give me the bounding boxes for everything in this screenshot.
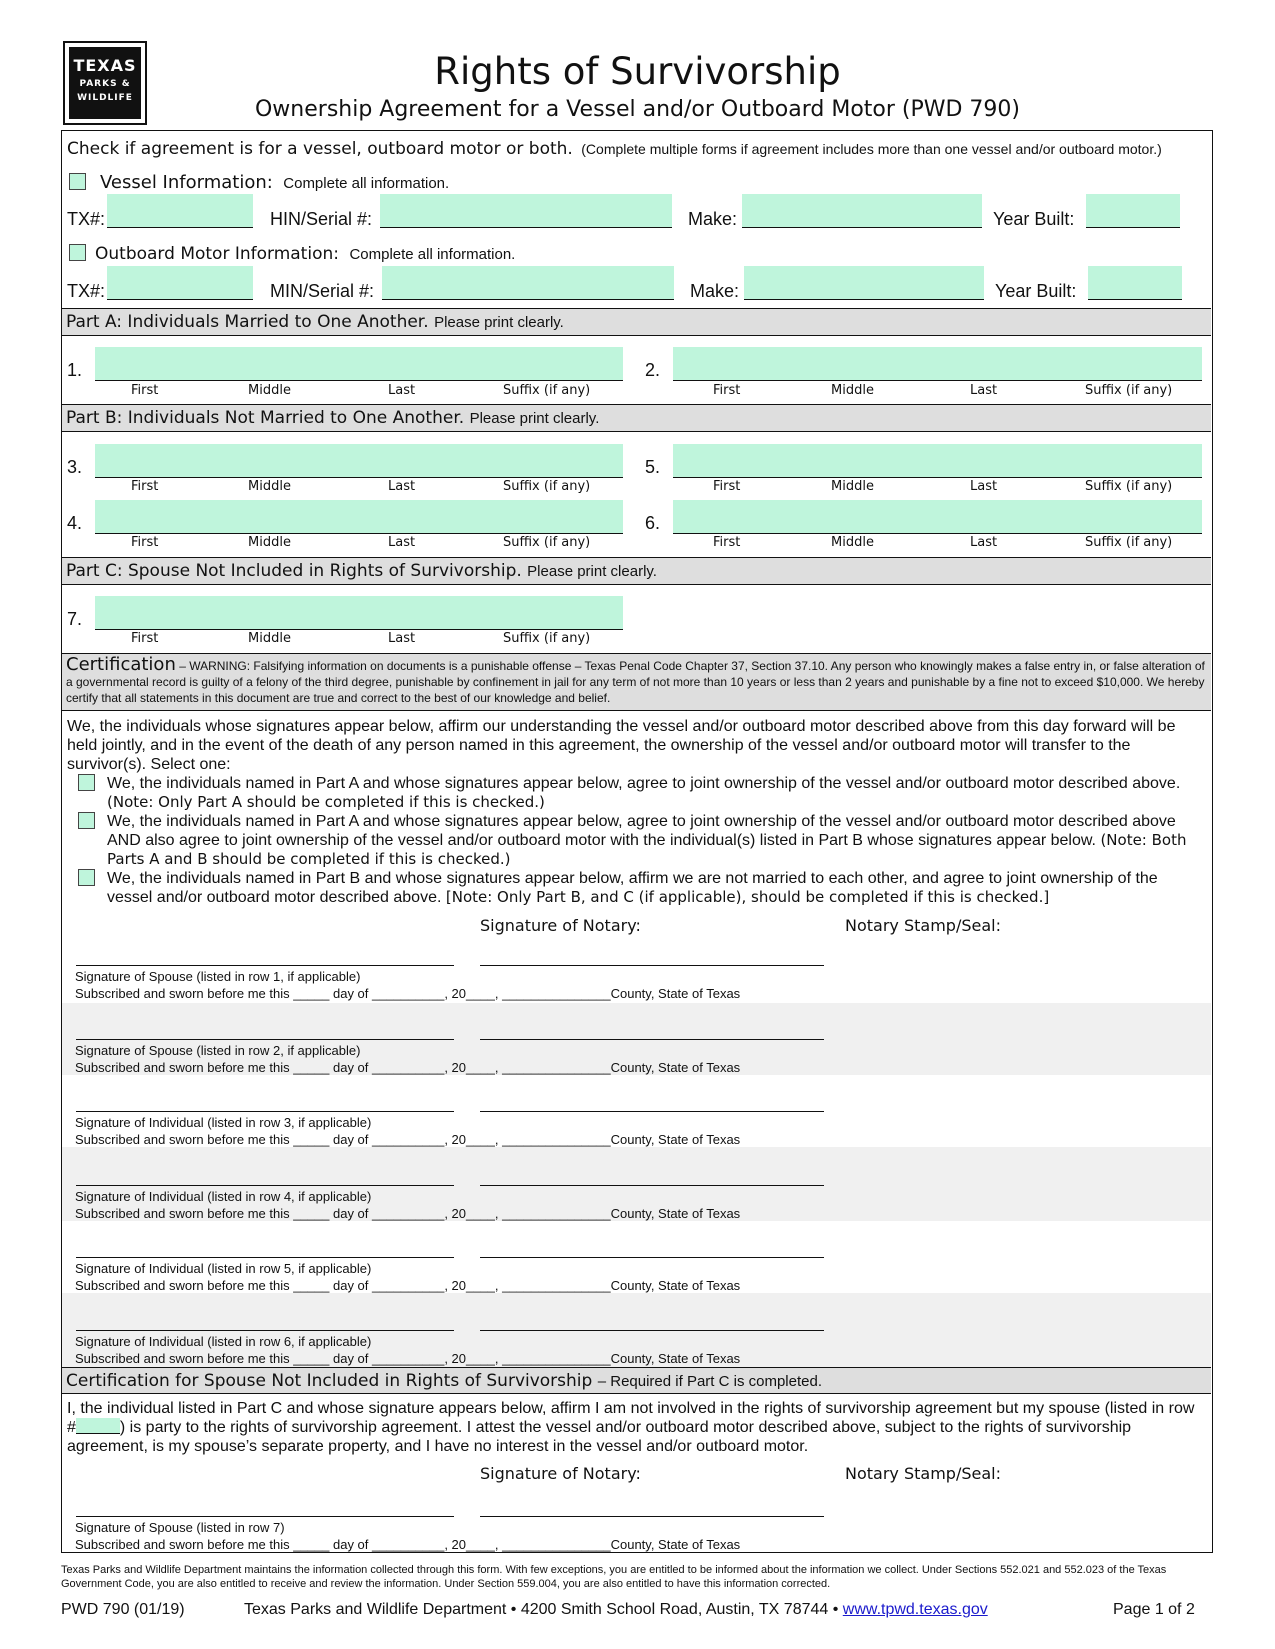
signature-row-6 (62, 1293, 1211, 1367)
row-4-middle-label: Middle (248, 535, 291, 550)
form-subtitle: Ownership Agreement for a Vessel and/or Outboard Motor (PWD 790) (254, 97, 1021, 122)
vessel-info-heading (100, 172, 449, 193)
row-number-field[interactable] (76, 1418, 120, 1434)
department-address-text: Texas Parks and Wildlife Department • 4200 Smith School Road, Austin, TX 78744 • (244, 1601, 839, 1618)
option-3-text: We, the individuals named in Part B and whose signatures appear below, affirm we are not married to each other, and agree to joint ownership of the vessel and/or outboard motor described above. (107, 870, 1158, 906)
check-intro (67, 139, 1162, 159)
spouse-2-signature-line[interactable] (76, 1039, 454, 1040)
part-c-band (62, 557, 1211, 585)
spouse-certification-text (67, 1399, 1207, 1456)
spouse-1-signature-label: Signature of Spouse (listed in row 1, if applicable) (75, 969, 361, 984)
option-1-checkbox[interactable] (78, 774, 95, 791)
spouse-certification-heading (66, 1371, 822, 1391)
row-7-name-field[interactable] (95, 596, 623, 630)
vessel-year-field[interactable] (1086, 194, 1180, 228)
notary-stamp-label: Notary Stamp/Seal: (845, 916, 1001, 935)
notary-5-signature-line[interactable] (480, 1257, 824, 1258)
part-a-heading (66, 312, 564, 332)
vessel-serial-label: HIN/Serial #: (270, 209, 373, 229)
signature-row-2 (62, 1003, 1211, 1075)
row-3-name-field[interactable] (95, 444, 623, 478)
row-1-name-field[interactable] (95, 347, 623, 381)
row-7-suffix-label: Suffix (if any) (503, 631, 591, 646)
part-a-title: Part A: Individuals Married to One Another. (66, 312, 429, 332)
signature-row-1 (62, 935, 1211, 1003)
row-5-middle-label: Middle (831, 479, 874, 494)
row-2-name-field[interactable] (673, 347, 1202, 381)
option-1-text: We, the individuals named in Part A and whose signatures appear below, agree to joint ownership of the vessel and/or outboard motor described above. (107, 775, 1181, 792)
option-2 (107, 812, 1207, 869)
vessel-year-label: Year Built: (993, 209, 1075, 229)
option-3 (107, 869, 1207, 907)
certification-title: Certification (66, 654, 176, 675)
certification-band (62, 653, 1211, 711)
motor-info-title: Outboard Motor Information: (95, 244, 339, 264)
spouse-1-signature-line[interactable] (76, 965, 454, 966)
signature-row-4 (62, 1147, 1211, 1221)
spouse-signature-of-notary-label: Signature of Notary: (480, 1464, 641, 1483)
notary-4-signature-line[interactable] (480, 1185, 824, 1186)
option-2-text: We, the individuals named in Part A and whose signatures appear below, agree to joint ownership of the vessel and/or outboard motor described above AND also agree to joint ownership of the vessel and/or outboard motor with the individual(s) listed in Part B whose signatures appear below. (107, 813, 1176, 849)
option-1-note: (Note: Only Part A should be completed if this is checked.) (107, 793, 545, 811)
certification-warning: – WARNING: Falsifying information on documents is a punishable offense – Texas Penal Code Chapter 37, Section 37.10. Any person who knowingly makes a false entry in, or false alteration of a governmental record is guilty of a felony of the third degree, punishable by confinement in jail for any term of not more than 10 years or less than 2 years and punishable by a fine not to exceed $10,000. We hereby certify that all statements in this document are true and correct to the best of our knowledge and belief. (66, 659, 1205, 705)
vessel-tx-field[interactable] (107, 194, 253, 228)
signature-of-notary-label: Signature of Notary: (480, 916, 641, 935)
motor-serial-label: MIN/Serial #: (270, 281, 375, 301)
row-1-first-label: First (131, 383, 159, 398)
row-2-middle-label: Middle (831, 383, 874, 398)
motor-year-label: Year Built: (995, 281, 1077, 301)
notary-7-signature-line[interactable] (480, 1516, 824, 1517)
row-3-middle-label: Middle (248, 479, 291, 494)
row-7-middle-label: Middle (248, 631, 291, 646)
row-4-number: 4. (67, 513, 83, 533)
row-1-middle-label: Middle (248, 383, 291, 398)
logo-line-3: WILDLIFE (77, 93, 133, 103)
row-7-last-label: Last (388, 631, 416, 646)
logo-line-1: TEXAS (73, 56, 137, 75)
part-b-note: Please print clearly. (469, 410, 600, 427)
department-address (244, 1601, 988, 1619)
row-6-last-label: Last (970, 535, 998, 550)
individual-4-signature-label: Signature of Individual (listed in row 4, if applicable) (75, 1189, 372, 1204)
row-4-name-field[interactable] (95, 500, 623, 534)
sworn-line-6: Subscribed and sworn before me this _____ day of __________, 20____, _______________County, State of Texas (75, 1351, 741, 1366)
sworn-line-3: Subscribed and sworn before me this _____ day of __________, 20____, _______________County, State of Texas (75, 1132, 741, 1147)
part-a-band (62, 308, 1211, 336)
row-3-last-label: Last (388, 479, 416, 494)
row-5-number: 5. (645, 457, 661, 477)
sworn-line-4: Subscribed and sworn before me this _____ day of __________, 20____, _______________County, State of Texas (75, 1206, 741, 1221)
vessel-serial-field[interactable] (380, 194, 672, 228)
motor-info-heading (95, 244, 515, 264)
spouse-certification-note: – Required if Part C is completed. (597, 1373, 823, 1390)
sworn-line-2: Subscribed and sworn before me this _____ day of __________, 20____, _______________County, State of Texas (75, 1060, 741, 1075)
spouse-7-signature-line[interactable] (76, 1516, 454, 1517)
row-6-name-field[interactable] (673, 500, 1202, 534)
option-1 (107, 774, 1207, 812)
vessel-checkbox[interactable] (69, 173, 86, 190)
row-6-number: 6. (645, 513, 661, 533)
notary-1-signature-line[interactable] (480, 965, 824, 966)
form-title: Rights of Survivorship (434, 50, 841, 93)
website-link[interactable]: www.tpwd.texas.gov (842, 1601, 988, 1618)
check-intro-note: (Complete multiple forms if agreement includes more than one vessel and/or outboard motor.) (581, 141, 1162, 157)
row-5-name-field[interactable] (673, 444, 1202, 478)
row-2-number: 2. (645, 360, 661, 380)
sworn-line-5: Subscribed and sworn before me this _____ day of __________, 20____, _______________County, State of Texas (75, 1278, 741, 1293)
motor-tx-field[interactable] (107, 266, 253, 300)
motor-info-note: Complete all information. (349, 246, 516, 263)
option-2-checkbox[interactable] (78, 812, 95, 829)
vessel-info-title: Vessel Information: (100, 172, 273, 193)
sworn-line-1: Subscribed and sworn before me this _____ day of __________, 20____, _______________County, State of Texas (75, 986, 741, 1001)
motor-year-field[interactable] (1088, 266, 1182, 300)
individual-6-signature-label: Signature of Individual (listed in row 6, if applicable) (75, 1334, 372, 1349)
option-3-note: [Note: Only Part B, and C (if applicable), should be completed if this is checked.] (445, 888, 1050, 906)
part-b-band (62, 404, 1211, 432)
notary-3-signature-line[interactable] (480, 1111, 824, 1112)
row-3-number: 3. (67, 457, 83, 477)
row-2-last-label: Last (970, 383, 998, 398)
signature-row-3 (62, 1075, 1211, 1147)
spouse-certification-text-b: ) is party to the rights of survivorship agreement. I attest the vessel and/or outboard motor described above, subject to the rights of survivorship agreement, is my spouse’s separate property, and I have no interest in the vessel and/or outboard motor. (67, 1419, 1132, 1455)
certification-warning-block (66, 654, 1205, 706)
row-1-suffix-label: Suffix (if any) (503, 383, 591, 398)
vessel-make-field[interactable] (742, 194, 982, 228)
notary-2-signature-line[interactable] (480, 1039, 824, 1040)
row-1-last-label: Last (388, 383, 416, 398)
spouse-7-signature-label: Signature of Spouse (listed in row 7) (75, 1520, 285, 1535)
row-6-suffix-label: Suffix (if any) (1085, 535, 1173, 550)
part-c-note: Please print clearly. (527, 563, 657, 580)
check-intro-text: Check if agreement is for a vessel, outboard motor or both. (67, 139, 573, 159)
form-id: PWD 790 (01/19) (61, 1601, 185, 1618)
vessel-make-label: Make: (688, 209, 738, 229)
individual-3-signature-line[interactable] (76, 1111, 454, 1112)
spouse-certification-text-a: I, the individual listed in Part C and whose signature appears below, affirm I am not involved in the rights of survivorship agreement but my spouse (listed in row # (67, 1400, 1195, 1436)
notary-6-signature-line[interactable] (480, 1330, 824, 1331)
row-2-suffix-label: Suffix (if any) (1085, 383, 1173, 398)
signature-row-5 (62, 1221, 1211, 1293)
row-6-middle-label: Middle (831, 535, 874, 550)
row-4-suffix-label: Suffix (if any) (503, 535, 591, 550)
motor-make-field[interactable] (744, 266, 984, 300)
individual-3-signature-label: Signature of Individual (listed in row 3, if applicable) (75, 1115, 372, 1130)
row-4-first-label: First (131, 535, 159, 550)
row-5-first-label: First (713, 479, 741, 494)
row-6-first-label: First (713, 535, 741, 550)
motor-checkbox[interactable] (69, 244, 86, 261)
row-3-suffix-label: Suffix (if any) (503, 479, 591, 494)
part-b-title: Part B: Individuals Not Married to One Another. (66, 408, 465, 428)
part-a-note: Please print clearly. (434, 314, 564, 331)
motor-tx-label: TX#: (67, 281, 106, 301)
individual-5-signature-line[interactable] (76, 1257, 454, 1258)
row-7-number: 7. (67, 609, 83, 629)
part-c-title: Part C: Spouse Not Included in Rights of Survivorship. (66, 561, 522, 581)
part-b-heading (66, 408, 599, 428)
spouse-certification-title: Certification for Spouse Not Included in Rights of Survivorship (66, 1371, 593, 1391)
motor-make-label: Make: (690, 281, 740, 301)
vessel-info-note: Complete all information. (283, 175, 450, 192)
part-c-heading (66, 561, 657, 581)
option-2-note: (Note: Both Parts A and B should be completed if this is checked.) (107, 831, 1187, 868)
individual-6-signature-line[interactable] (76, 1330, 454, 1331)
spouse-notary-stamp-label: Notary Stamp/Seal: (845, 1464, 1001, 1483)
row-5-suffix-label: Suffix (if any) (1085, 479, 1173, 494)
privacy-notice: Texas Parks and Wildlife Department maintains the information collected through this form. With few exceptions, you are entitled to be informed about the information we collect. Under Sections 552.021 and 552.023 of the Texas Government Code, you are also entitled to receive and review the information. Under Section 559.004, you are also entitled to have this information corrected. (61, 1564, 1167, 1590)
logo-line-2: PARKS & (79, 79, 131, 89)
individual-4-signature-line[interactable] (76, 1185, 454, 1186)
individual-5-signature-label: Signature of Individual (listed in row 5, if applicable) (75, 1261, 372, 1276)
sworn-line-7: Subscribed and sworn before me this _____ day of __________, 20____, _______________County, State of Texas (75, 1537, 741, 1552)
vessel-tx-label: TX#: (67, 209, 106, 229)
row-3-first-label: First (131, 479, 159, 494)
row-2-first-label: First (713, 383, 741, 398)
row-7-first-label: First (131, 631, 159, 646)
spouse-certification-band (62, 1367, 1211, 1394)
page-number: Page 1 of 2 (1113, 1601, 1195, 1618)
row-5-last-label: Last (970, 479, 998, 494)
row-4-last-label: Last (388, 535, 416, 550)
certification-intro: We, the individuals whose signatures appear below, affirm our understanding the vessel and/or outboard motor described above from this day forward will be held jointly, and in the event of the death of any person named in this agreement, the ownership of the vessel and/or outboard motor will transfer to the survivor(s). Select one: (67, 718, 1176, 773)
spouse-2-signature-label: Signature of Spouse (listed in row 2, if applicable) (75, 1043, 361, 1058)
option-3-checkbox[interactable] (78, 869, 95, 886)
motor-serial-field[interactable] (382, 266, 674, 300)
row-1-number: 1. (67, 360, 83, 380)
